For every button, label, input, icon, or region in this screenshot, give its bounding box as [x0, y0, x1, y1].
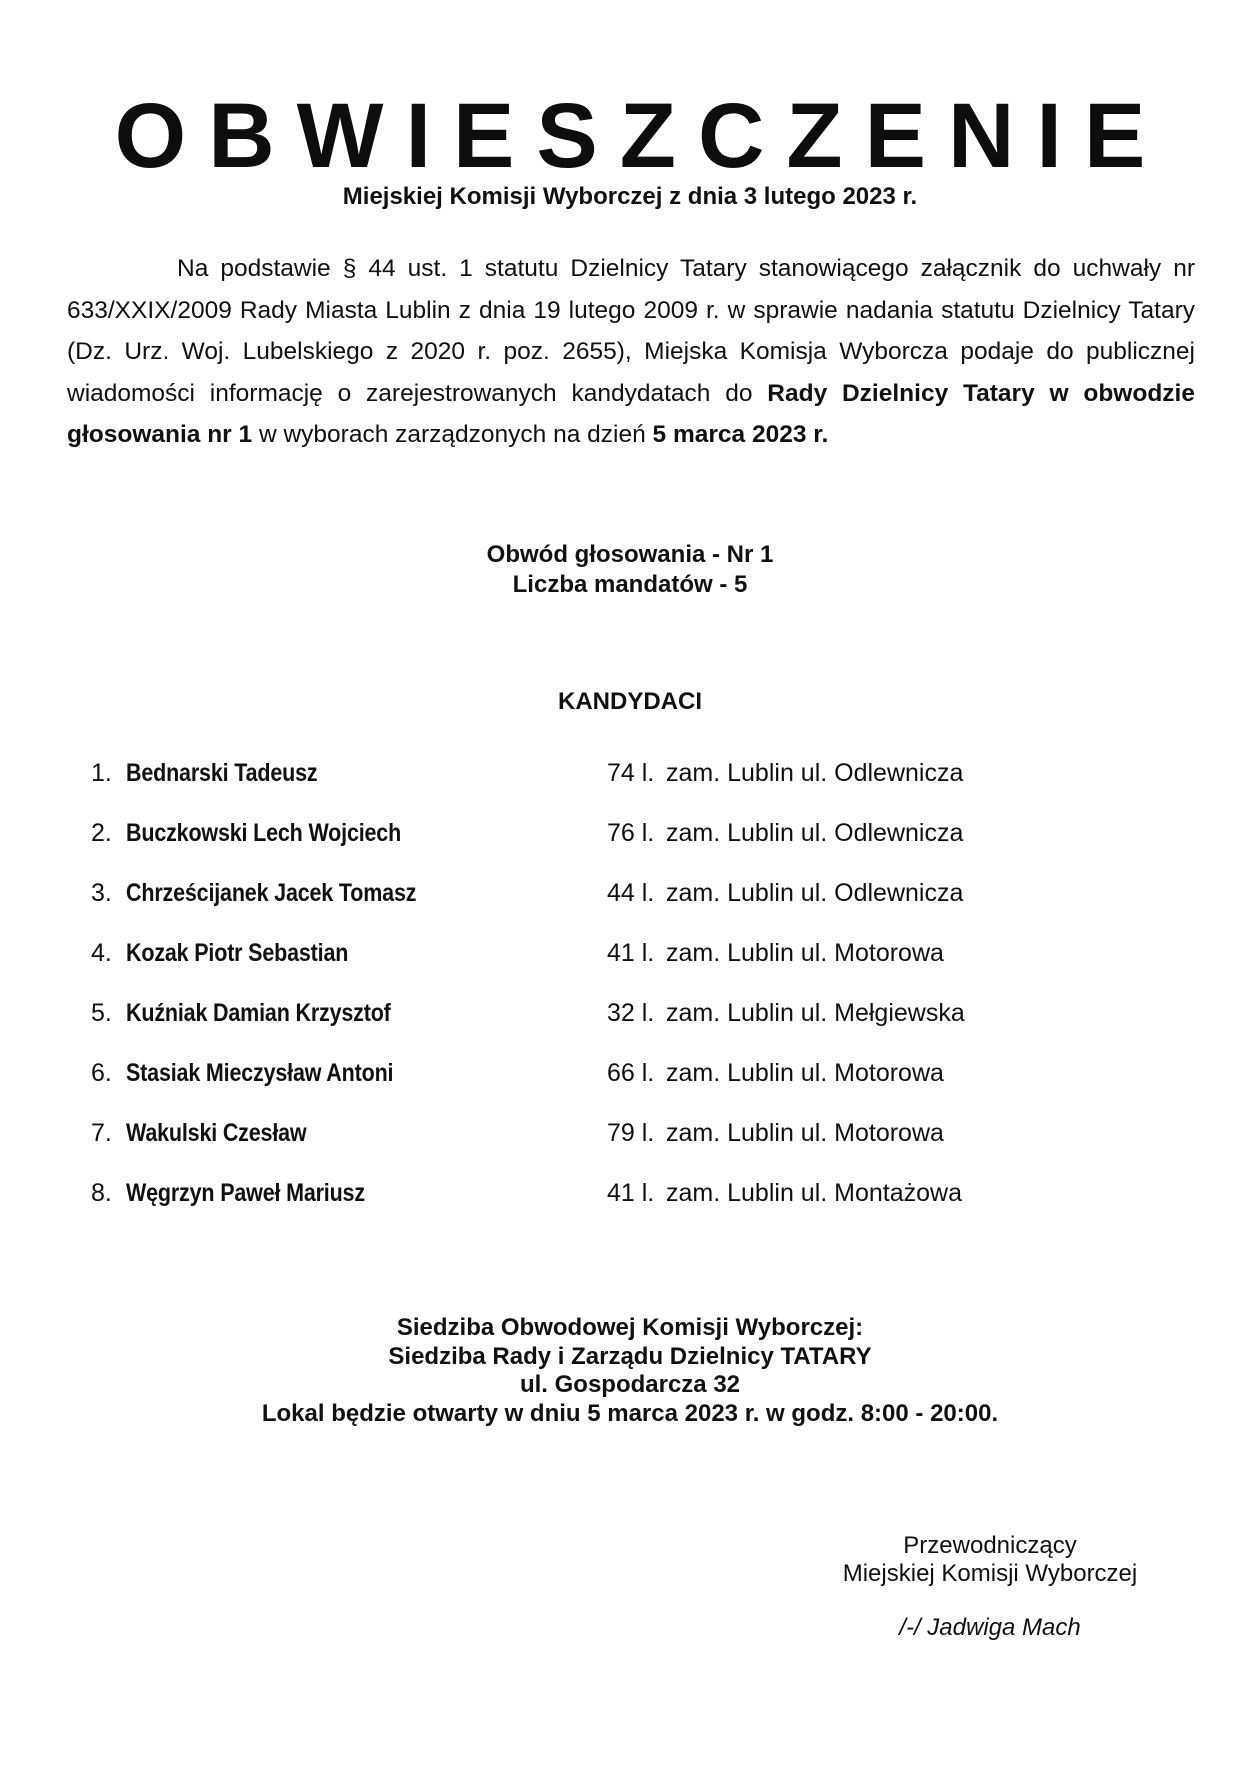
candidate-number: 7.: [91, 1119, 112, 1147]
candidate-number: 2.: [91, 819, 112, 847]
candidate-name: Stasiak Mieczysław Antoni: [126, 1059, 394, 1087]
candidate-address: zam. Lublin ul. Motorowa: [666, 1059, 944, 1087]
candidate-row: [0, 877, 1260, 917]
candidate-age: 41 l.: [607, 1179, 655, 1207]
candidate-row: [0, 1177, 1260, 1217]
candidate-row: [0, 1117, 1260, 1157]
candidate-age: 79 l.: [607, 1119, 655, 1147]
document-subtitle: Miejskiej Komisji Wyborczej z dnia 3 lutego 2023 r.: [342, 183, 918, 210]
candidate-number: 5.: [91, 999, 112, 1027]
intro-paragraph: [67, 248, 1195, 456]
candidate-name: Węgrzyn Paweł Mariusz: [126, 1179, 365, 1207]
candidate-number: 3.: [91, 879, 112, 907]
candidate-name: Wakulski Czesław: [126, 1119, 307, 1147]
intro-bold-date: 5 marca 2023 r.: [652, 421, 829, 448]
commission-seat: [0, 1314, 1260, 1428]
candidate-address: zam. Lublin ul. Montażowa: [666, 1179, 962, 1207]
candidate-age: 41 l.: [607, 939, 655, 967]
candidate-address: zam. Lublin ul. Mełgiewska: [666, 999, 965, 1027]
signature-role: Przewodniczący: [903, 1532, 1077, 1559]
candidate-row: [0, 817, 1260, 857]
document-title: OBWIESZCZENIE: [114, 85, 1168, 187]
candidate-age: 32 l.: [607, 999, 655, 1027]
candidate-address: zam. Lublin ul. Motorowa: [666, 939, 944, 967]
candidate-age: 74 l.: [607, 759, 655, 787]
candidate-age: 66 l.: [607, 1059, 655, 1087]
candidate-name: Kozak Piotr Sebastian: [126, 939, 349, 967]
signature-name: /-/ Jadwiga Mach: [899, 1614, 1081, 1641]
seat-location: Siedziba Rady i Zarządu Dzielnicy TATARY: [388, 1342, 872, 1370]
seat-address: ul. Gospodarcza 32: [519, 1371, 741, 1398]
candidate-name: Bednarski Tadeusz: [126, 759, 318, 787]
candidate-address: zam. Lublin ul. Odlewnicza: [666, 819, 964, 847]
candidate-name: Kuźniak Damian Krzysztof: [126, 999, 391, 1027]
district-number: Obwód głosowania - Nr 1: [486, 541, 774, 568]
candidate-address: zam. Lublin ul. Odlewnicza: [666, 879, 964, 907]
intro-text-2: w wyborach zarządzonych na dzień: [252, 421, 653, 448]
candidate-row: [0, 997, 1260, 1037]
candidate-address: zam. Lublin ul. Odlewnicza: [666, 759, 964, 787]
intro-bold-council: Rady Dzielnicy Tatary w obwodzie głosowania nr 1: [67, 379, 1195, 448]
candidate-age: 44 l.: [607, 879, 655, 907]
district-info: [0, 540, 1260, 600]
candidate-row: [0, 937, 1260, 977]
signature-block: [790, 1532, 1190, 1642]
signature-institution: Miejskiej Komisji Wyborczej: [842, 1560, 1138, 1587]
candidates-heading: KANDYDACI: [558, 688, 702, 715]
candidate-number: 4.: [91, 939, 112, 967]
candidate-name: Buczkowski Lech Wojciech: [126, 819, 402, 847]
intro-text-1: Na podstawie § 44 ust. 1 statutu Dzielnicy Tatary stanowiącego załącznik do uchwały nr 633/XXIX/2009 Rady Miasta Lublin z dnia 19 lutego 2009 r. w sprawie nadania statutu Dzielnicy Tatary (Dz. Urz. Woj. Lubelskiego z 2020 r. poz. 2655), Miejska Komisja Wyborcza podaje do publicznej wiadomości informację o zarejestrowanych kandydatach do: [67, 255, 1195, 407]
candidate-address: zam. Lublin ul. Motorowa: [666, 1119, 944, 1147]
candidate-number: 1.: [91, 759, 112, 787]
mandates-count: Liczba mandatów - 5: [512, 571, 748, 598]
candidate-row: [0, 757, 1260, 797]
seat-heading: Siedziba Obwodowej Komisji Wyborczej:: [396, 1314, 864, 1341]
seat-opening-hours: Lokal będzie otwarty w dniu 5 marca 2023 r. w godz. 8:00 - 20:00.: [261, 1399, 999, 1427]
candidate-number: 6.: [91, 1059, 112, 1087]
candidate-name: Chrześcijanek Jacek Tomasz: [126, 879, 417, 907]
candidate-number: 8.: [91, 1179, 112, 1207]
candidate-age: 76 l.: [607, 819, 655, 847]
candidate-row: [0, 1057, 1260, 1097]
